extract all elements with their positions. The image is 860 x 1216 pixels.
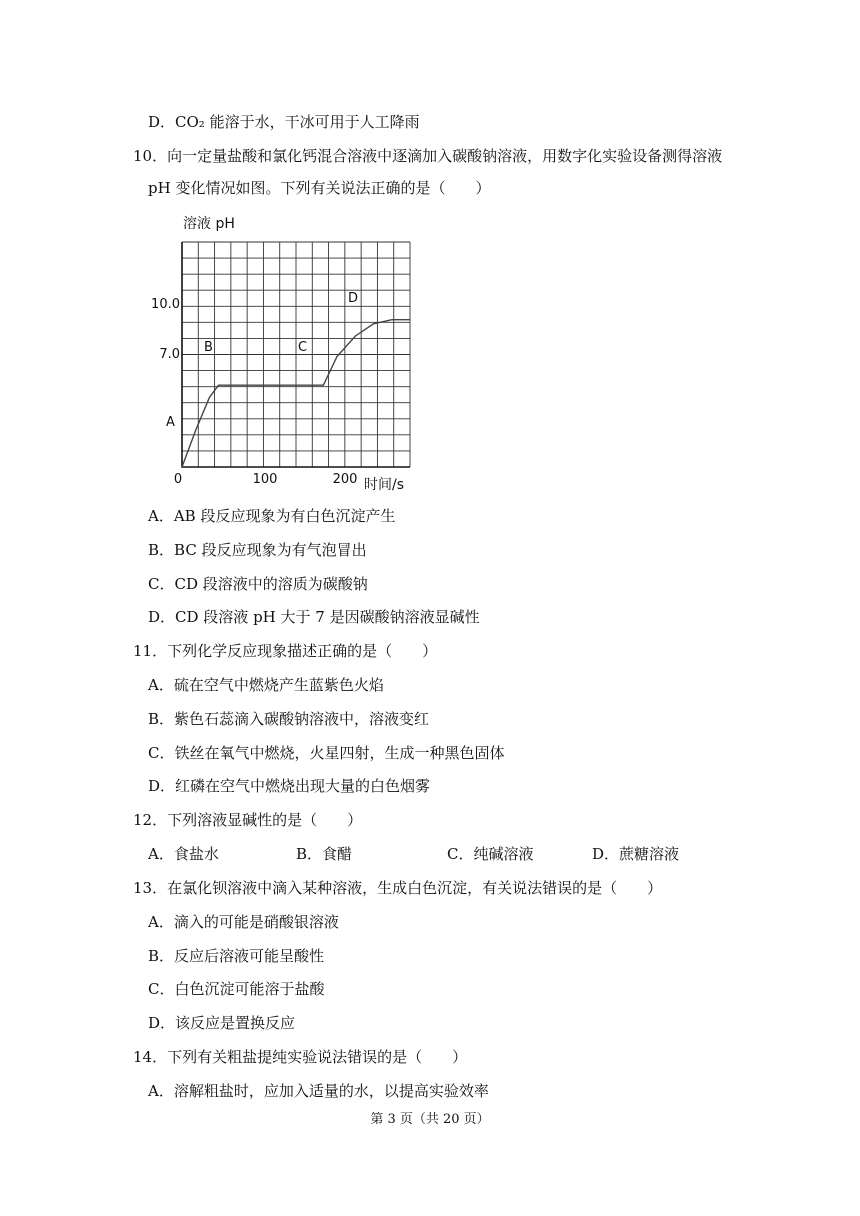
point-label-a: A	[166, 415, 175, 430]
q10-stem-line1: 10．向一定量盐酸和氯化钙混合溶液中逐滴加入碳酸钠溶液，用数字化实验设备测得溶液	[133, 147, 723, 165]
q10-option-d: D．CD 段溶液 pH 大于 7 是因碳酸钠溶液显碱性	[148, 608, 480, 626]
q12-option-d: D．蔗糖溶液	[592, 845, 680, 863]
q14-option-a: A．溶解粗盐时，应加入适量的水，以提高实验效率	[148, 1082, 489, 1100]
x-tick-0: 0	[173, 472, 183, 487]
point-label-d: D	[348, 291, 359, 306]
point-label-c: C	[298, 340, 308, 355]
x-axis-label: 时间/s	[364, 477, 405, 493]
q11-option-a: A．硫在空气中燃烧产生蓝紫色火焰	[148, 676, 384, 694]
y-tick-7: 7.0	[159, 347, 180, 362]
chart-grid	[182, 242, 410, 467]
q12-options-row	[0, 844, 860, 864]
q10-option-b: B．BC 段反应现象为有气泡冒出	[148, 541, 367, 559]
q13-option-a: A．滴入的可能是硝酸银溶液	[148, 913, 339, 931]
q9-option-d: D．CO₂ 能溶于水，干冰可用于人工降雨	[148, 113, 420, 131]
q10-option-c: C．CD 段溶液中的溶质为碳酸钠	[148, 575, 368, 593]
page-footer: 第 3 页（共 20 页）	[370, 1112, 490, 1127]
q11-option-c: C．铁丝在氧气中燃烧，火星四射，生成一种黑色固体	[148, 744, 505, 762]
x-tick-100: 100	[252, 472, 278, 487]
ph-chart	[151, 212, 428, 497]
q13-option-b: B．反应后溶液可能呈酸性	[148, 947, 325, 965]
y-axis-label: 溶液 pH	[183, 216, 235, 232]
x-tick-200: 200	[332, 472, 358, 487]
point-label-b: B	[204, 340, 213, 355]
q11-stem: 11．下列化学反应现象描述正确的是（ ）	[133, 642, 438, 660]
q12-stem: 12．下列溶液显碱性的是（ ）	[133, 811, 363, 829]
q13-option-c: C．白色沉淀可能溶于盐酸	[148, 980, 325, 998]
q10-stem-line2: pH 变化情况如图。下列有关说法正确的是（ ）	[148, 179, 491, 197]
q12-option-c: C．纯碱溶液	[447, 845, 534, 863]
q11-option-d: D．红磷在空气中燃烧出现大量的白色烟雾	[148, 777, 431, 795]
y-tick-10: 10.0	[151, 297, 180, 312]
q13-option-d: D．该反应是置换反应	[148, 1014, 296, 1032]
q13-stem: 13．在氯化钡溶液中滴入某种溶液，生成白色沉淀，有关说法错误的是（ ）	[133, 879, 663, 897]
q14-stem: 14．下列有关粗盐提纯实验说法错误的是（ ）	[133, 1048, 468, 1066]
q10-option-a: A．AB 段反应现象为有白色沉淀产生	[148, 507, 396, 525]
q12-option-b: B．食醋	[296, 845, 353, 863]
q11-option-b: B．紫色石蕊滴入碳酸钠溶液中，溶液变红	[148, 710, 430, 728]
q12-option-a: A．食盐水	[148, 845, 219, 863]
